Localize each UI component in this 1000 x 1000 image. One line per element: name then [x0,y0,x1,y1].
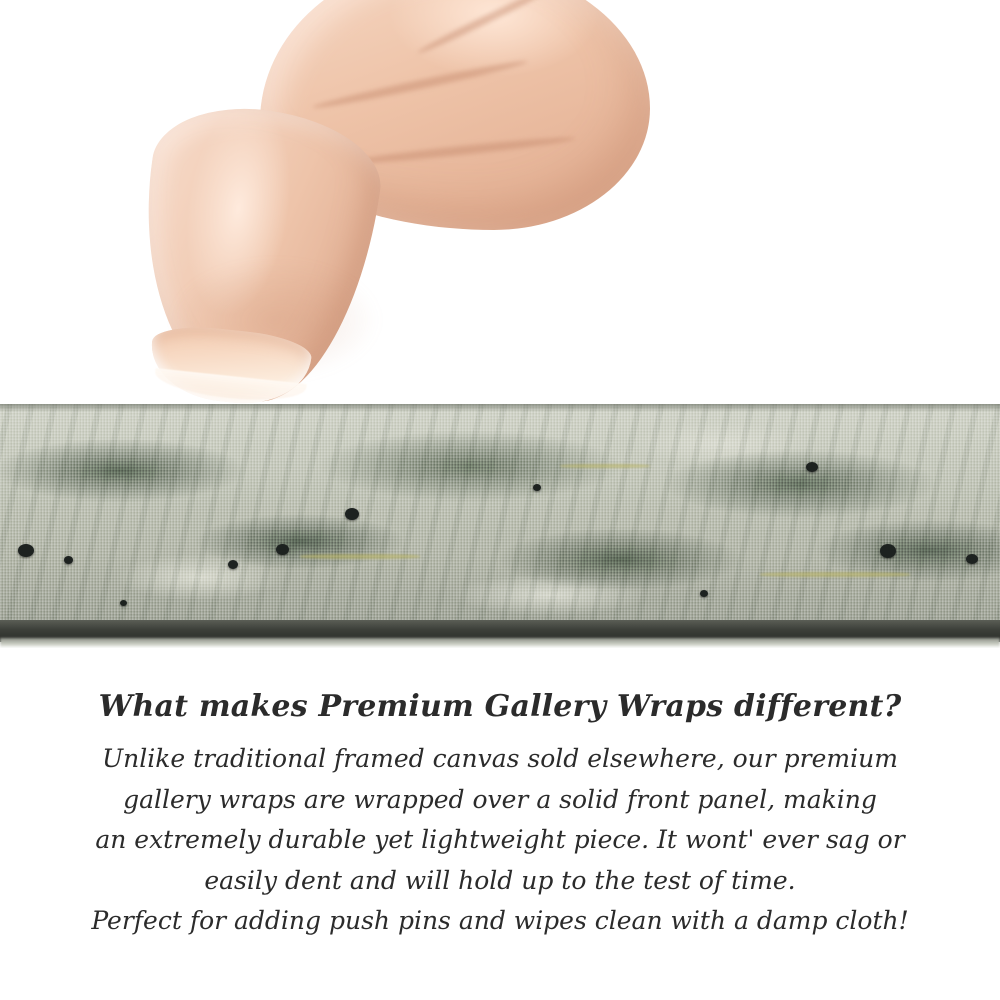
paint-fleck [760,572,910,577]
canvas-speckle [533,484,541,491]
canvas-drop-shadow [0,638,1000,648]
caption-line-1: Unlike traditional framed canvas sold elsewhere, our premium [102,744,898,773]
canvas-speckle [120,600,127,606]
caption-line-5: Perfect for adding push pins and wipes clean with a damp cloth! [91,906,909,935]
canvas-speckle [345,508,359,520]
canvas-speckle [880,544,896,558]
canvas-weave-texture [0,404,1000,626]
caption-line-4: easily dent and will hold up to the test of time. [204,865,796,895]
canvas-speckle [966,554,978,564]
canvas-speckle [64,556,73,564]
canvas-speckle [228,560,238,569]
paint-fleck [300,554,420,559]
caption-line-2: gallery wraps are wrapped over a solid front panel, making [123,784,877,814]
canvas-speckle [18,544,34,557]
canvas-speckle [700,590,708,597]
caption-line-3: an extremely durable yet lightweight piece. It wont' ever sag or [95,825,905,854]
canvas-wrap-edge [0,404,1000,626]
canvas-speckle [276,544,289,555]
caption-title: What makes Premium Gallery Wraps different? [98,689,902,724]
canvas-top-shadow [0,404,1000,412]
hand-photo [110,0,650,430]
caption-block [0,690,1000,942]
paint-fleck [560,464,650,468]
canvas-speckle [806,462,818,472]
